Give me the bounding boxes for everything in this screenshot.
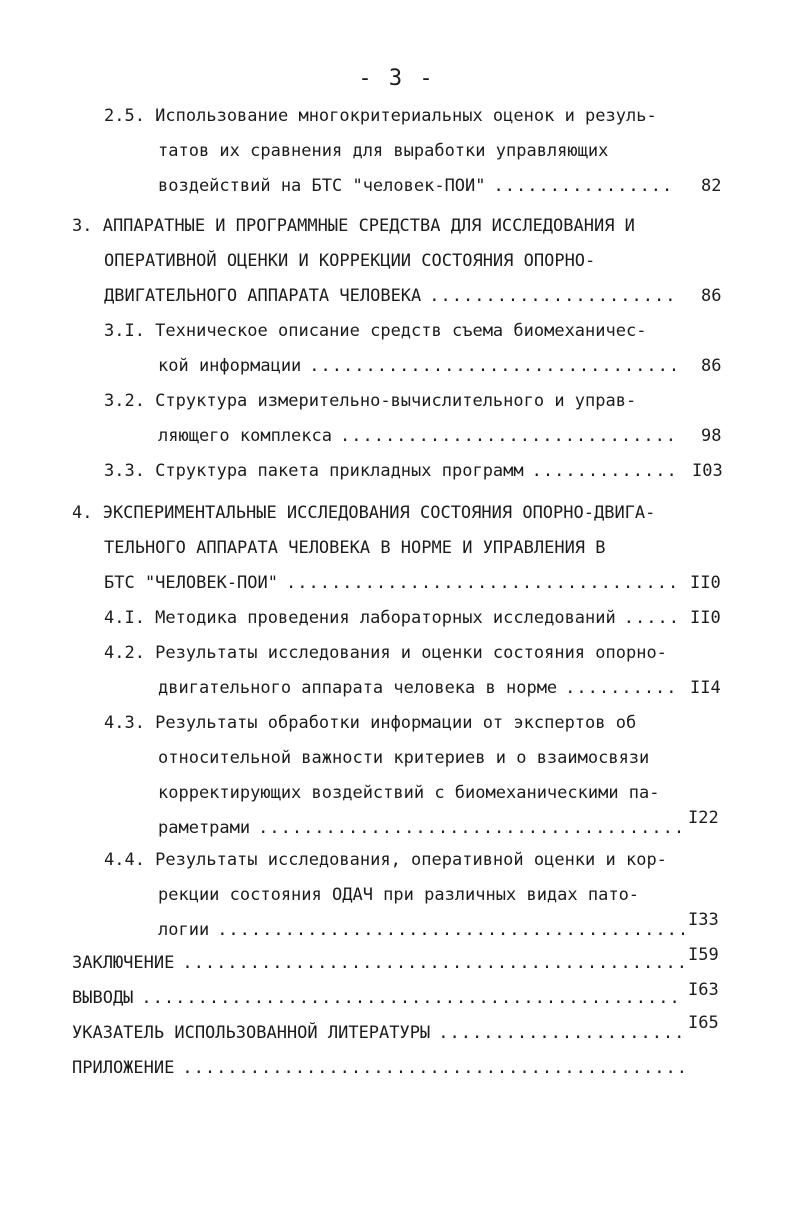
toc-line-wrap — [104, 533, 664, 563]
toc-line-last — [158, 421, 676, 451]
toc-line: 2.5. Использование многокритериальных оценок и резуль- — [104, 106, 657, 126]
toc-line: ВЫВОДЫ — [72, 988, 134, 1008]
toc-entry-4-4 — [104, 845, 694, 875]
toc-line-last — [104, 568, 676, 598]
toc-line-last — [158, 351, 676, 381]
toc-entry-findings — [72, 983, 684, 1013]
toc-page: I33 — [688, 910, 719, 930]
dot-leader — [182, 1053, 688, 1083]
dot-leader — [258, 813, 684, 843]
toc-line: ОПЕРАТИВНОЙ ОЦЕНКИ И КОРРЕКЦИИ СОСТОЯНИЯ ОПОРНО- — [104, 251, 596, 271]
toc-line: 4. ЭКСПЕРИМЕНТАЛЬНЫЕ ИССЛЕДОВАНИЯ СОСТОЯНИЯ ОПОРНО-ДВИГА- — [72, 503, 656, 523]
toc-page: 82 — [701, 176, 722, 196]
dot-leader — [532, 456, 676, 486]
toc-line: двигательного аппарата человека в норме — [158, 678, 558, 698]
dot-leader — [286, 568, 676, 598]
dot-leader — [217, 915, 684, 945]
toc-line-last — [158, 673, 676, 703]
toc-line: УКАЗАТЕЛЬ ИСПОЛЬЗОВАННОЙ ЛИТЕРАТУРЫ — [72, 1023, 431, 1043]
toc-line: логии — [158, 920, 210, 940]
toc-line-last — [158, 813, 684, 843]
toc-line: 3. АППАРАТНЫЕ И ПРОГРАММНЫЕ СРЕДСТВА ДЛЯ ИССЛЕДОВАНИЯ И — [72, 216, 635, 236]
toc-page: I59 — [688, 945, 719, 965]
toc-entry-appendix — [72, 1053, 688, 1083]
toc-line: БТС "ЧЕЛОВЕК-ПОИ" — [104, 573, 278, 593]
dot-leader — [182, 948, 684, 978]
toc-line: 4.I. Методика проведения лабораторных исследований — [104, 608, 616, 628]
toc-page: II0 — [690, 573, 721, 593]
toc-line: корректирующих воздействий с биомеханическими па- — [158, 783, 660, 803]
dot-leader — [565, 673, 676, 703]
toc-line: 4.2. Результаты исследования и оценки состояния опорно- — [104, 643, 667, 663]
toc-line: ТЕЛЬНОГО АППАРАТА ЧЕЛОВЕКА В НОРМЕ И УПРАВЛЕНИЯ В — [104, 538, 606, 558]
toc-entry-conclusion — [72, 948, 684, 978]
toc-entry-4-1 — [104, 603, 680, 633]
toc-page: 98 — [701, 426, 722, 446]
toc-line-wrap — [158, 136, 688, 166]
toc-line: кой информации — [158, 356, 302, 376]
toc-page: II0 — [690, 608, 721, 628]
toc-page: 86 — [701, 356, 722, 376]
toc-line-last — [104, 281, 676, 311]
toc-line-last — [158, 915, 684, 945]
toc-entry-4-2 — [104, 638, 694, 668]
page-number: - 3 - — [358, 66, 435, 91]
dot-leader — [340, 421, 676, 451]
toc-line: 4.3. Результаты обработки информации от экспертов об — [104, 713, 637, 733]
dot-leader — [438, 1018, 684, 1048]
toc-line: татов их сравнения для выработки управляющих — [158, 141, 609, 161]
toc-line: 3.3. Структура пакета прикладных программ — [104, 461, 524, 481]
toc-line-wrap — [158, 743, 688, 773]
toc-line: ЗАКЛЮЧЕНИЕ — [72, 953, 175, 973]
dot-leader — [624, 603, 680, 633]
toc-page: II4 — [690, 678, 721, 698]
toc-line: раметрами — [158, 818, 251, 838]
toc-line: ляющего комплекса — [158, 426, 332, 446]
toc-entry-bibliography — [72, 1018, 684, 1048]
toc-line-wrap — [158, 778, 688, 808]
toc-line: 3.2. Структура измерительно-вычислительного и управ- — [104, 391, 637, 411]
dot-leader — [494, 171, 676, 201]
toc-line: воздействий на БТС "человек-ПОИ" — [158, 176, 486, 196]
toc-line-wrap — [104, 246, 664, 276]
toc-entry-3-1 — [104, 316, 684, 346]
toc-entry-4-3 — [104, 708, 684, 738]
toc-line: 4.4. Результаты исследования, оперативной оценки и кор- — [104, 850, 667, 870]
dot-leader — [309, 351, 676, 381]
toc-line: рекции состояния ОДАЧ при различных видах пато- — [158, 885, 640, 905]
toc-page: I65 — [688, 1013, 719, 1033]
toc-line: относительной важности критериев и о взаимосвязи — [158, 748, 650, 768]
toc-page: 86 — [701, 286, 722, 306]
toc-page: I63 — [688, 980, 719, 1000]
toc-entry-3-2 — [104, 386, 684, 416]
toc-line: ПРИЛОЖЕНИЕ — [72, 1058, 175, 1078]
toc-line: 3.I. Техническое описание средств съема биомеханичес- — [104, 321, 647, 341]
toc-page: I22 — [688, 808, 719, 828]
dot-leader — [429, 281, 676, 311]
toc-page: I03 — [692, 461, 723, 481]
toc-line: ДВИГАТЕЛЬНОГО АППАРАТА ЧЕЛОВЕКА — [104, 286, 422, 306]
toc-line-wrap — [158, 880, 688, 910]
toc-entry-3 — [72, 211, 672, 241]
toc-entry-3-3 — [104, 456, 676, 486]
toc-entry-4 — [72, 498, 682, 528]
dot-leader — [141, 983, 684, 1013]
toc-line-last — [158, 171, 676, 201]
toc-entry-2-5 — [104, 101, 684, 131]
